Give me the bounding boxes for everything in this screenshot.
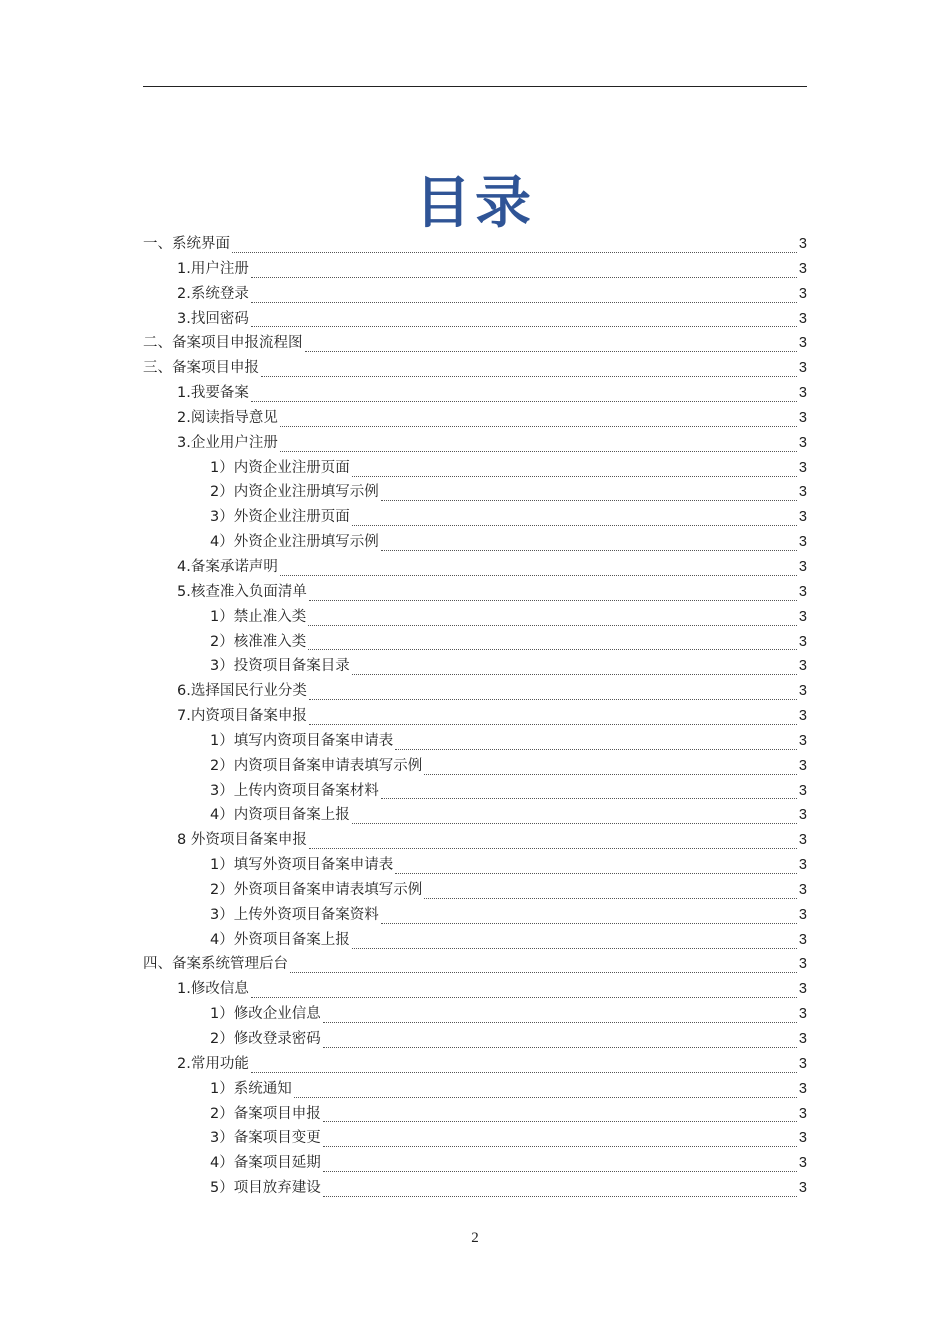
toc-entry-label: 5.核查准入负面清单	[177, 583, 307, 600]
toc-entry[interactable]	[143, 1027, 807, 1052]
toc-entry-page: 3	[798, 534, 807, 551]
toc-leader-dots	[395, 735, 797, 750]
toc-entry-label: 2）修改登录密码	[210, 1031, 321, 1047]
toc-entry-page: 3	[798, 931, 807, 948]
toc-leader-dots	[251, 387, 797, 402]
toc-leader-dots	[381, 909, 797, 924]
toc-leader-dots	[424, 760, 797, 775]
toc-entry-label: 2）备案项目申报	[210, 1105, 321, 1122]
toc-entry-page: 3	[798, 310, 807, 327]
toc-entry-page: 3	[798, 1155, 807, 1172]
toc-leader-dots	[308, 611, 797, 626]
toc-leader-dots	[251, 1058, 797, 1073]
toc-entry[interactable]	[143, 530, 807, 555]
toc-entry[interactable]	[143, 1102, 807, 1127]
toc-entry[interactable]	[143, 1176, 807, 1201]
toc-entry-label: 二、备案项目申报流程图	[143, 335, 303, 352]
toc-entry-label: 6.选择国民行业分类	[177, 683, 307, 700]
table-of-contents	[143, 232, 807, 1201]
toc-entry-page: 3	[798, 732, 807, 749]
toc-entry-page: 3	[798, 1130, 807, 1147]
toc-entry-label: 1）系统通知	[210, 1080, 292, 1097]
toc-leader-dots	[323, 1033, 797, 1048]
toc-entry[interactable]	[143, 1151, 807, 1176]
toc-leader-dots	[424, 884, 797, 899]
toc-leader-dots	[309, 586, 797, 601]
toc-entry-page: 3	[798, 757, 807, 774]
toc-entry[interactable]	[143, 1126, 807, 1151]
toc-entry-label: 一、系统界面	[143, 236, 230, 252]
toc-entry[interactable]	[143, 903, 807, 928]
toc-entry-page: 3	[798, 658, 807, 675]
toc-entry[interactable]	[143, 232, 807, 257]
toc-entry-page: 3	[798, 558, 807, 575]
toc-leader-dots	[280, 561, 797, 576]
toc-leader-dots	[280, 437, 797, 452]
toc-entry-page: 3	[798, 981, 807, 998]
toc-entry-label: 7.内资项目备案申报	[177, 708, 307, 725]
toc-entry-page: 3	[798, 583, 807, 600]
toc-entry-page: 3	[798, 857, 807, 874]
toc-entry[interactable]	[143, 580, 807, 605]
toc-leader-dots	[232, 238, 797, 253]
toc-entry[interactable]	[143, 630, 807, 655]
toc-leader-dots	[251, 312, 797, 327]
toc-entry[interactable]	[143, 977, 807, 1002]
toc-entry-label: 5）项目放弃建设	[210, 1180, 321, 1197]
toc-entry-page: 3	[798, 881, 807, 898]
toc-entry-page: 3	[798, 509, 807, 526]
toc-leader-dots	[352, 660, 797, 675]
toc-leader-dots	[309, 685, 797, 700]
toc-entry-label: 3）上传内资项目备案材料	[210, 782, 379, 799]
toc-leader-dots	[381, 486, 797, 501]
toc-entry[interactable]	[143, 480, 807, 505]
toc-entry-label: 1）禁止准入类	[210, 608, 307, 625]
toc-entry[interactable]	[143, 605, 807, 630]
toc-entry-label: 1.我要备案	[177, 385, 249, 402]
toc-leader-dots	[305, 337, 797, 352]
toc-entry-label: 4）外资企业注册填写示例	[210, 534, 379, 551]
toc-entry-label: 8 外资项目备案申报	[177, 832, 307, 849]
toc-entry[interactable]	[143, 356, 807, 381]
toc-entry[interactable]	[143, 282, 807, 307]
toc-entry-label: 4）内资项目备案上报	[210, 807, 350, 824]
toc-leader-dots	[251, 288, 797, 303]
toc-entry-label: 三、备案项目申报	[143, 360, 259, 377]
toc-entry[interactable]	[143, 381, 807, 406]
toc-entry[interactable]	[143, 928, 807, 953]
toc-leader-dots	[381, 536, 797, 551]
toc-entry-label: 四、备案系统管理后台	[143, 956, 288, 973]
toc-entry[interactable]	[143, 679, 807, 704]
toc-entry-label: 2.阅读指导意见	[177, 409, 278, 426]
toc-entry-label: 2.系统登录	[177, 285, 249, 302]
toc-leader-dots	[309, 834, 797, 849]
toc-entry[interactable]	[143, 307, 807, 332]
toc-entry-label: 3.找回密码	[177, 310, 249, 327]
toc-entry-label: 1.修改信息	[177, 981, 249, 998]
toc-entry[interactable]	[143, 878, 807, 903]
toc-entry[interactable]	[143, 754, 807, 779]
toc-entry[interactable]	[143, 456, 807, 481]
toc-entry-label: 3）备案项目变更	[210, 1130, 321, 1147]
toc-leader-dots	[251, 263, 797, 278]
toc-entry-page: 3	[798, 409, 807, 426]
toc-entry[interactable]	[143, 952, 807, 977]
toc-entry-page: 3	[798, 906, 807, 923]
toc-entry-label: 3）上传外资项目备案资料	[210, 906, 379, 923]
toc-entry[interactable]	[143, 257, 807, 282]
toc-entry-label: 3）投资项目备案目录	[210, 658, 350, 675]
toc-leader-dots	[323, 1008, 797, 1023]
toc-entry[interactable]	[143, 1077, 807, 1102]
toc-entry[interactable]	[143, 1052, 807, 1077]
toc-entry-page: 3	[798, 335, 807, 352]
toc-leader-dots	[381, 784, 797, 799]
toc-entry-label: 2）外资项目备案申请表填写示例	[210, 881, 423, 898]
toc-entry-label: 2）内资项目备案申请表填写示例	[210, 757, 423, 774]
toc-entry-label: 3.企业用户注册	[177, 434, 278, 451]
page-number: 2	[471, 1230, 479, 1246]
toc-entry-page: 3	[798, 260, 807, 277]
toc-entry-label: 2）核准准入类	[210, 633, 307, 650]
toc-entry-page: 3	[798, 633, 807, 650]
toc-entry[interactable]	[143, 406, 807, 431]
toc-entry-page: 3	[798, 1180, 807, 1197]
toc-leader-dots	[352, 934, 797, 949]
toc-entry-label: 1）内资企业注册页面	[210, 459, 350, 476]
toc-entry-label: 1）修改企业信息	[210, 1006, 321, 1023]
toc-leader-dots	[352, 511, 797, 526]
toc-entry-page: 3	[798, 807, 807, 824]
toc-entry[interactable]	[143, 803, 807, 828]
toc-entry-label: 4）备案项目延期	[210, 1155, 321, 1172]
toc-entry[interactable]	[143, 779, 807, 804]
toc-entry-label: 1.用户注册	[177, 260, 249, 277]
toc-entry[interactable]	[143, 555, 807, 580]
toc-entry-page: 3	[798, 1006, 807, 1023]
toc-leader-dots	[280, 412, 797, 427]
toc-leader-dots	[323, 1132, 797, 1147]
toc-entry-page: 3	[798, 608, 807, 625]
toc-entry-label: 2.常用功能	[177, 1055, 249, 1072]
toc-entry-page: 3	[798, 459, 807, 476]
toc-entry-page: 3	[798, 782, 807, 799]
toc-entry[interactable]	[143, 431, 807, 456]
toc-leader-dots	[309, 710, 797, 725]
toc-entry-page: 3	[798, 285, 807, 302]
toc-entry-page: 3	[798, 708, 807, 725]
toc-entry[interactable]	[143, 729, 807, 754]
toc-entry-label: 2）内资企业注册填写示例	[210, 484, 379, 501]
toc-entry-page: 3	[798, 832, 807, 849]
toc-leader-dots	[395, 859, 797, 874]
toc-title: 目录	[415, 170, 535, 236]
toc-entry-page: 3	[798, 484, 807, 501]
toc-entry-label: 3）外资企业注册页面	[210, 509, 350, 526]
toc-entry[interactable]	[143, 505, 807, 530]
toc-leader-dots	[294, 1083, 797, 1098]
toc-entry-page: 3	[798, 360, 807, 377]
toc-entry-label: 4.备案承诺声明	[177, 558, 278, 575]
toc-entry-page: 3	[798, 1031, 807, 1047]
toc-entry[interactable]	[143, 331, 807, 356]
toc-entry-page: 3	[798, 1080, 807, 1097]
toc-entry-page: 3	[798, 956, 807, 973]
toc-entry-page: 3	[798, 1105, 807, 1122]
toc-entry-page: 3	[798, 434, 807, 451]
toc-leader-dots	[323, 1157, 797, 1172]
toc-entry[interactable]	[143, 828, 807, 853]
toc-entry-page: 3	[798, 236, 807, 252]
toc-entry-label: 1）填写内资项目备案申请表	[210, 732, 394, 749]
toc-entry[interactable]	[143, 704, 807, 729]
toc-entry-page: 3	[798, 385, 807, 402]
toc-leader-dots	[261, 362, 797, 377]
toc-leader-dots	[323, 1182, 797, 1197]
toc-leader-dots	[352, 809, 797, 824]
toc-entry-page: 3	[798, 683, 807, 700]
toc-entry-label: 1）填写外资项目备案申请表	[210, 857, 394, 874]
toc-entry[interactable]	[143, 1002, 807, 1027]
toc-entry[interactable]	[143, 853, 807, 878]
toc-entry-page: 3	[798, 1055, 807, 1072]
toc-leader-dots	[290, 958, 797, 973]
toc-leader-dots	[251, 983, 797, 998]
toc-leader-dots	[323, 1107, 797, 1122]
toc-entry-label: 4）外资项目备案上报	[210, 931, 350, 948]
toc-leader-dots	[308, 635, 797, 650]
toc-entry[interactable]	[143, 654, 807, 679]
toc-leader-dots	[352, 462, 797, 477]
header-rule	[143, 86, 807, 87]
